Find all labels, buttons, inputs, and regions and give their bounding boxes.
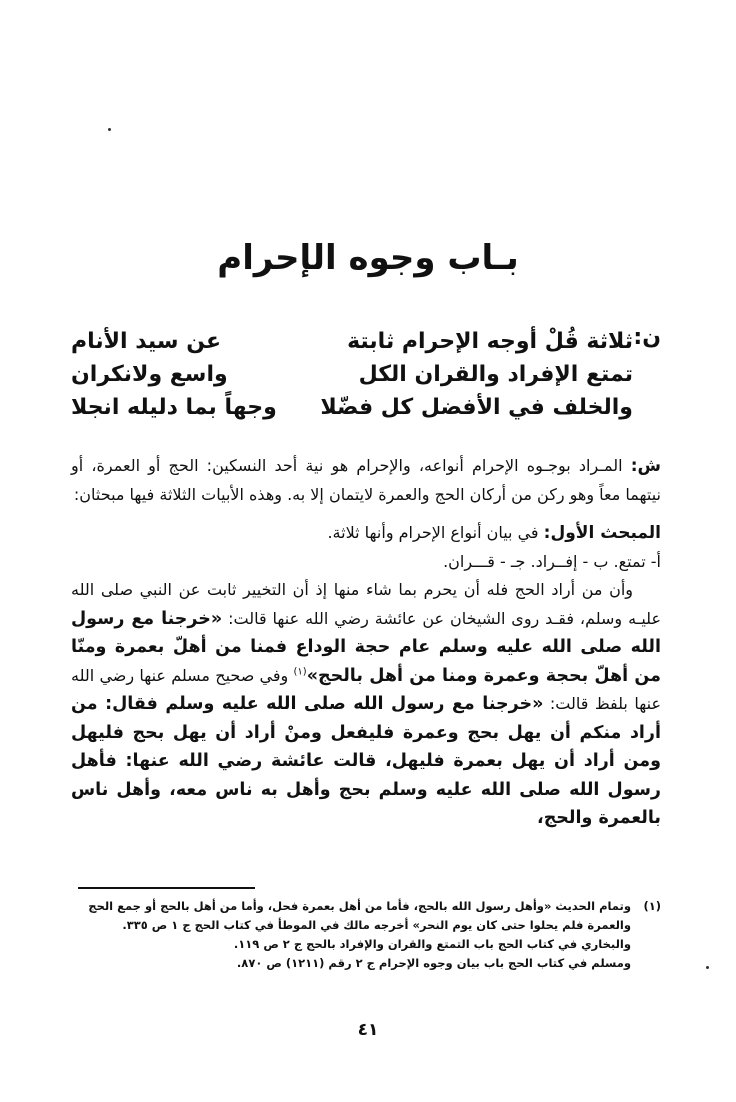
hadith-aisha-2: «خرجنا مع رسول الله صلى الله عليه وسلم فقال: من أراد منكم أن يهل بحج وعمرة فليفعل ومنْ أراد أن يهل بحج فليهل ومن أراد أن يهل بعمرة فليهل، قالت عائشة رضي الله عنها: فأهل رسول الله صلى الله عليه وسلم بحج وأهل به ناس معه، وأهل ناس بالعمرة والحج، <box>71 694 661 828</box>
paragraph-mid: وفي صحيح مسلم عنها رضي الله عنها بلفظ قالت: <box>71 665 661 713</box>
commentary-label: ش: <box>630 456 661 476</box>
section-1-label: المبحث الأول: <box>543 523 661 543</box>
commentary-text: المـراد بوجـوه الإحرام أنواعه، والإحرام هو نية أحد النسكين: الحج أو العمرة، أو نيتهما معاً وهو ركن من أركان الحج والعمرة لايتمان إلا به. وهذه الأبيات الثلاثة فيها مبحثان: <box>71 456 661 504</box>
paragraph-intro: وأن من أراد الحج فله أن يحرم بما شاء منها إذ أن التخيير ثابت عن النبي صلى الله عليـه وسلم، فقـد روى الشيخان عن عائشة رضي الله عنها قالت: <box>71 580 662 628</box>
section-heading <box>71 519 661 548</box>
poem-label: ن: <box>633 325 661 350</box>
scan-speck <box>706 966 709 969</box>
footnote-line-2: والعمرة فلم يحلوا حتى كان يوم النحر» أخرجه مالك في الموطأ في كتاب الحج ج ١ ص ٣٣٥. <box>122 918 631 932</box>
hadith-aisha-1: «خرجنا مع رسول الله صلى الله عليه وسلم عام حجة الوداع فمنا من أهلّ بعمرة ومنّا من أهلّ بحجة وعمرة ومنا من أهل بالحج» <box>71 608 661 686</box>
verse-2-first-hemistich: تمتع الإفراد والقران الكل <box>358 362 633 387</box>
footnotes <box>71 897 661 973</box>
footnote-number: (١) <box>643 899 661 913</box>
poem-verse-1 <box>71 325 661 358</box>
ihram-types-list: أ- تمتع. ب - إفــراد. جـ - قـــران. <box>443 551 661 571</box>
footnote-line-3: والبخاري في كتاب الحج باب التمتع والقران والإفراد بالحج ج ٢ ص ١١٩. <box>233 937 631 951</box>
page-number: ٤١ <box>357 1020 379 1040</box>
commentary-paragraph <box>71 452 661 509</box>
hadith-paragraph <box>71 576 661 833</box>
footnote-line-1 <box>71 897 661 916</box>
verse-3-first-hemistich: والخلف في الأفضل كل فضّلا <box>320 395 633 420</box>
section-1-text: في بيان أنواع الإحرام وأنها ثلاثة. <box>327 523 539 542</box>
footnote-reference[interactable]: (١) <box>293 666 307 678</box>
verse-3-second-hemistich: وجهاً بما دليله انجلا <box>71 395 277 420</box>
poem-verse-3 <box>71 391 661 424</box>
footnote-separator <box>78 887 255 889</box>
verse-2-second-hemistich: واسع ولانكران <box>71 362 228 387</box>
poem-block <box>71 325 661 424</box>
commentary-body <box>71 452 661 833</box>
footnote-text-1: وتمام الحديث «وأهل رسول الله بالحج، فأما من أهل بعمرة فحل، وأما من أهل بالحج أو جمع الحج <box>88 899 631 913</box>
verse-1-first-hemistich: ثلاثة قُلْ أوجه الإحرام ثابتة <box>347 329 633 354</box>
scan-speck <box>108 128 111 131</box>
footnote-line-4: ومسلم في كتاب الحج باب بيان وجوه الإحرام ج ٢ رقم (١٢١١) ص ٨٧٠. <box>236 956 631 970</box>
chapter-title: بـاب وجوه الإحرام <box>217 238 519 278</box>
verse-1-second-hemistich: عن سيد الأنام <box>71 329 222 354</box>
poem-verse-2 <box>71 358 661 391</box>
